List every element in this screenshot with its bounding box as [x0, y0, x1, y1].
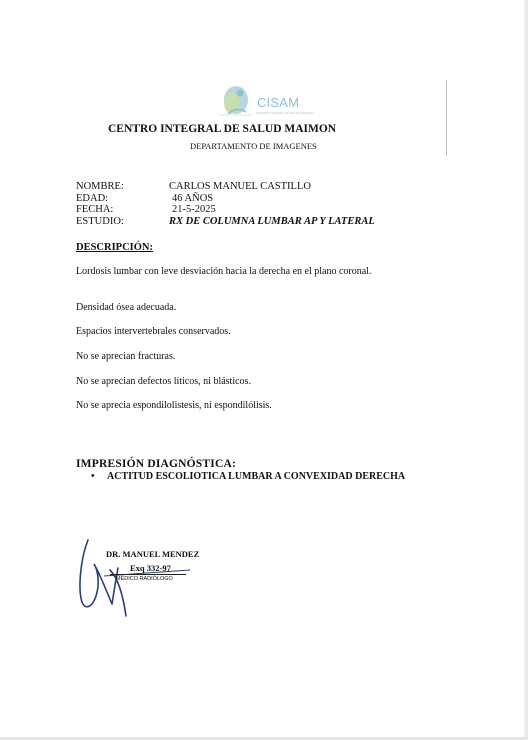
- exam-date-label: FECHA:: [76, 204, 114, 215]
- study-value: RX DE COLUMNA LUMBAR AP Y LATERAL: [169, 215, 375, 227]
- handwritten-signature: [70, 530, 210, 620]
- page-edge-shadow: [524, 0, 528, 740]
- description-paragraph: Lordosis lumbar con leve desviación hacia la derecha en el plano coronal.: [76, 266, 372, 277]
- logo-text: CISAM: [257, 95, 300, 110]
- description-paragraph: Densidad ósea adecuada.: [76, 302, 177, 313]
- doctor-exequatur: Exq 332-97: [130, 563, 171, 573]
- description-paragraph: Espacios intervertebrales conservados.: [76, 326, 231, 337]
- signature-line: [110, 574, 186, 575]
- impression-item-text: ACTITUD ESCOLIOTICA LUMBAR A CONVEXIDAD DERECHA: [107, 471, 406, 482]
- impression-list-item: [91, 471, 405, 482]
- patient-name-value: CARLOS MANUEL CASTILLO: [169, 181, 311, 192]
- doctor-role: MÉDICO RADIÓLOGO: [116, 576, 173, 582]
- patient-age-value: 46 AÑOS: [172, 192, 214, 204]
- organization-name: CENTRO INTEGRAL DE SALUD MAIMON: [108, 123, 337, 135]
- description-paragraph: No se aprecian defectos líticos, ni blásticos.: [76, 376, 251, 387]
- doctor-name: DR. MANUEL MENDEZ: [106, 549, 200, 559]
- bullet-icon: •: [91, 471, 95, 482]
- logo-subtext: CENTRO INTEGRAL DE SALUD MAIMON: [256, 111, 314, 115]
- exam-date-value: 21-5-2025: [172, 204, 216, 215]
- description-paragraph: No se aprecia espondilolistesis, ni espondilólisis.: [76, 400, 272, 411]
- study-label: ESTUDIO:: [76, 215, 124, 227]
- patient-name-label: NOMBRE:: [76, 181, 124, 192]
- description-paragraph: No se aprecian fracturas.: [76, 351, 176, 362]
- description-title: DESCRIPCIÓN:: [76, 242, 154, 253]
- impression-title: IMPRESIÓN DIAGNÓSTICA:: [76, 458, 236, 470]
- department-name: DEPARTAMENTO DE IMAGENES: [190, 141, 317, 151]
- header-divider: [446, 80, 447, 156]
- patient-age-label: EDAD:: [76, 192, 109, 204]
